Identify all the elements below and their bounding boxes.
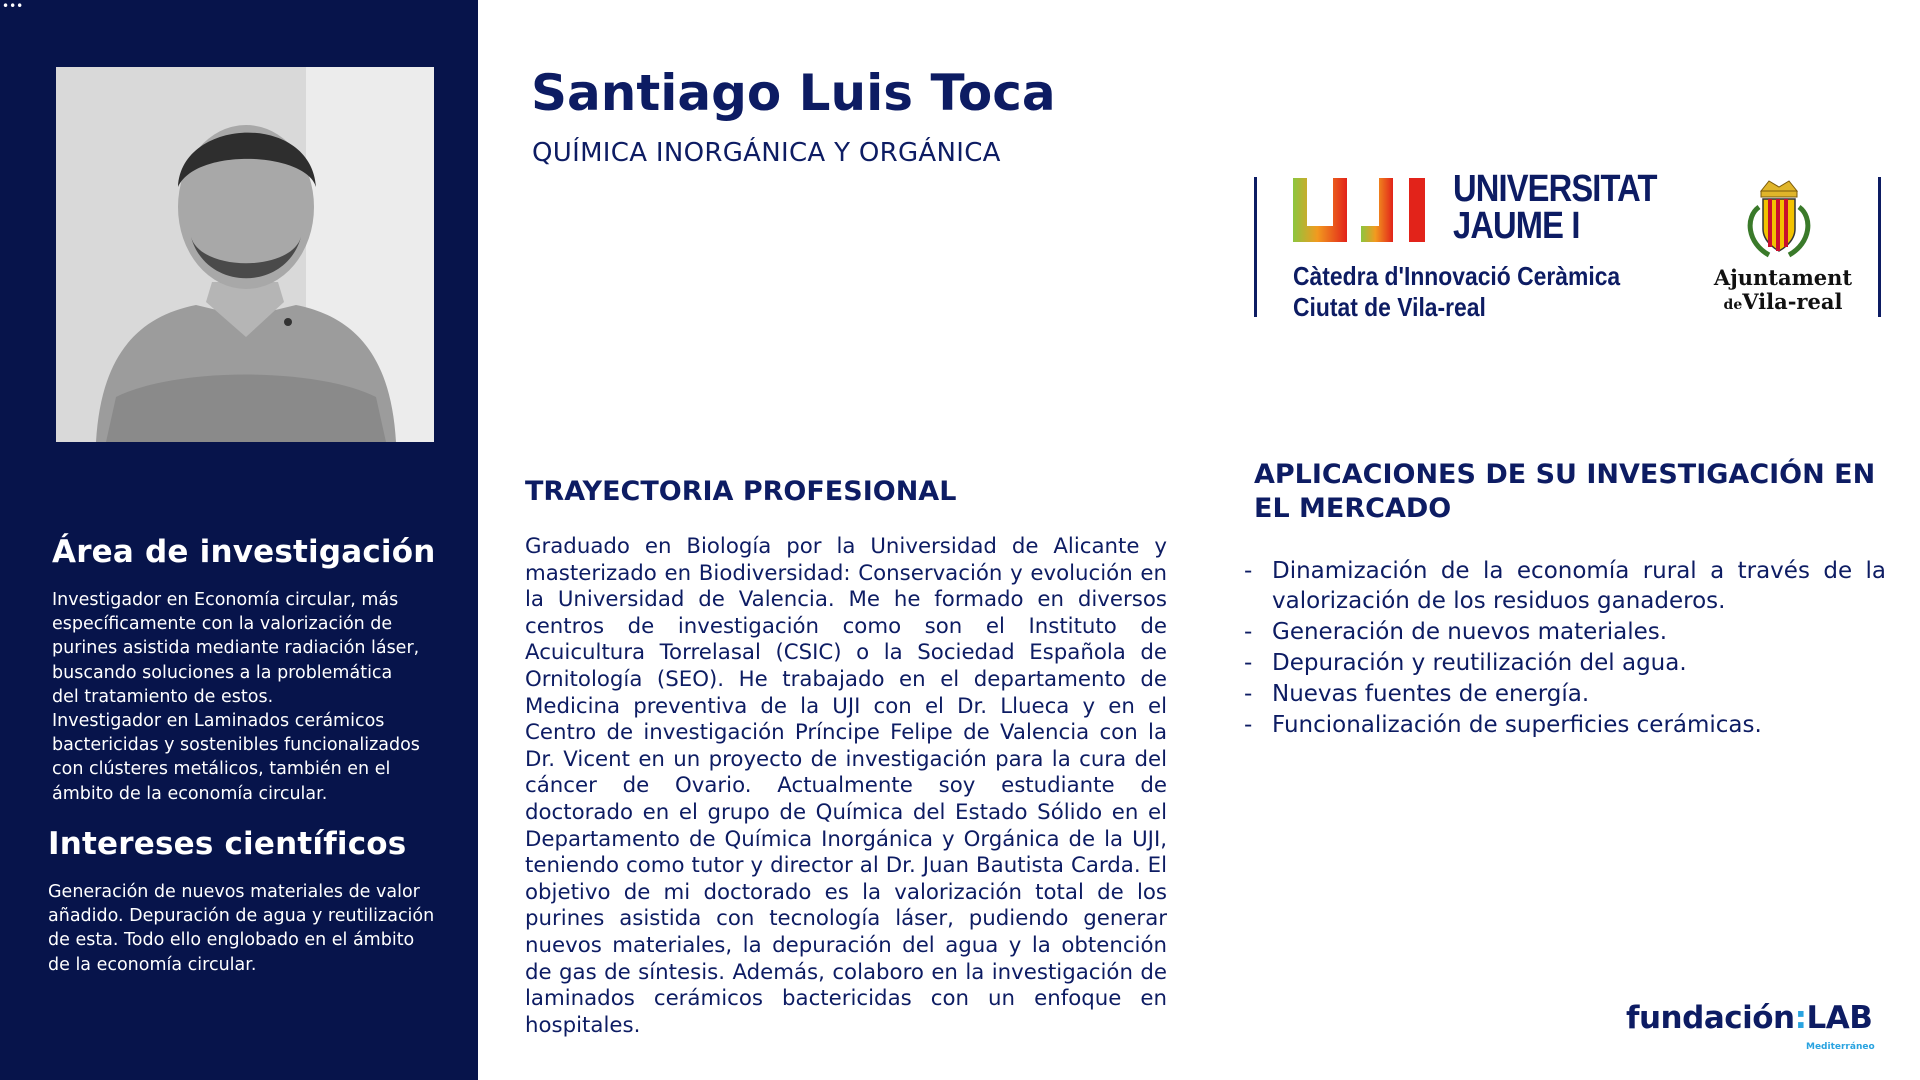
- brand-lab: LAB: [1806, 1000, 1873, 1036]
- area-text: Investigador en Economía circular, más específicamente con la valorización de purines asistida mediante radiación láser, buscando soluciones a la problemática del tratamiento de estos. Investigador en Laminados cerámicos bactericidas y sostenibles funcionalizados con clústeres metálicos, también en el ámbito de la economía circular.: [52, 590, 420, 804]
- partner-logos: [1254, 168, 1881, 322]
- list-item: - Depuración y reutilización del agua.: [1244, 648, 1886, 678]
- list-item: - Generación de nuevos materiales.: [1244, 617, 1886, 647]
- catedra-line-2: Ciutat de Vila-real: [1293, 292, 1486, 322]
- uji-logo-mark: [1293, 178, 1433, 242]
- brand-main: fundación: [1626, 1000, 1795, 1036]
- applications-heading: [1254, 458, 1875, 526]
- applications-heading-line-1: APLICACIONES DE SU INVESTIGACIÓN EN: [1254, 459, 1876, 490]
- applications-list: [1244, 556, 1886, 741]
- list-item: - Dinamización de la economía rural a través de la valorización de los residuos ganaderos.: [1244, 556, 1886, 616]
- catedra-line-1: Càtedra d'Innovació Ceràmica: [1293, 261, 1621, 291]
- ajuntament-line-1: Ajuntament: [1713, 265, 1853, 290]
- department-subtitle: QUÍMICA INORGÁNICA Y ORGÁNICA: [532, 138, 1001, 168]
- ajuntament-line-2: Vila-real: [1742, 289, 1843, 314]
- list-item: - Funcionalización de superficies cerámicas.: [1244, 710, 1886, 740]
- uji-line-2: JAUME I: [1453, 205, 1580, 247]
- catedra-text: [1293, 261, 1620, 323]
- area-heading: Área de investigación: [52, 534, 436, 570]
- list-item: - Nuevas fuentes de energía.: [1244, 679, 1886, 709]
- vila-real-crest-icon: [1739, 177, 1819, 265]
- brand-separator: :: [1794, 1000, 1807, 1036]
- corner-mark: •••: [2, 0, 24, 13]
- interests-heading: Intereses científicos: [48, 826, 407, 862]
- profile-photo: [56, 67, 434, 442]
- ajuntament-prefix: de: [1723, 297, 1743, 313]
- brand-subtitle: Mediterráneo: [1806, 1042, 1875, 1052]
- researcher-name: Santiago Luis Toca: [531, 64, 1056, 122]
- trajectory-heading: TRAYECTORIA PROFESIONAL: [525, 476, 957, 507]
- interests-text: Generación de nuevos materiales de valor añadido. Depuración de agua y reutilización de esta. Todo ello englobado en el ámbito de la economía circular.: [48, 882, 435, 975]
- ajuntament-wordmark: [1713, 266, 1853, 317]
- uji-line-1: UNIVERSITAT: [1453, 168, 1657, 210]
- uji-wordmark: [1453, 168, 1657, 247]
- profile-sidebar: [0, 0, 478, 1080]
- applications-heading-line-2: EL MERCADO: [1254, 493, 1452, 524]
- fundacion-lab-logo: [1626, 1000, 1872, 1036]
- trajectory-text: Graduado en Biología por la Universidad de Alicante y masterizado en Biodiversidad: Conservación y evolución en la Universidad de Valencia. Me he formado en diversos centros de investigación como son el Instituto de Acuicultura Torrelasal (CSIC) o la Sociedad Española de Ornitología (SEO). He trabajado en el departamento de Medicina preventiva de la UJI con el Dr. Llueca y en el Centro de investigación Príncipe Felipe de Valencia con la Dr. Vicent en un proyecto de investigación para la cura del cáncer de Ovario. Actualmente soy estudiante de doctorado en el grupo de Química del Estado Sólido en el Departamento de Química Inorgánica y Orgánica de la UJI, teniendo como tutor y director al Dr. Juan Bautista Carda. El objetivo de mi doctorado es la valorización total de los purines asistida con tecnología láser, pudiendo generar nuevos materiales, la depuración del agua y la obtención de gas de síntesis. Además, colaboro en la investigación de laminados cerámicos bactericidas con un enfoque en hospitales.: [525, 534, 1167, 1038]
